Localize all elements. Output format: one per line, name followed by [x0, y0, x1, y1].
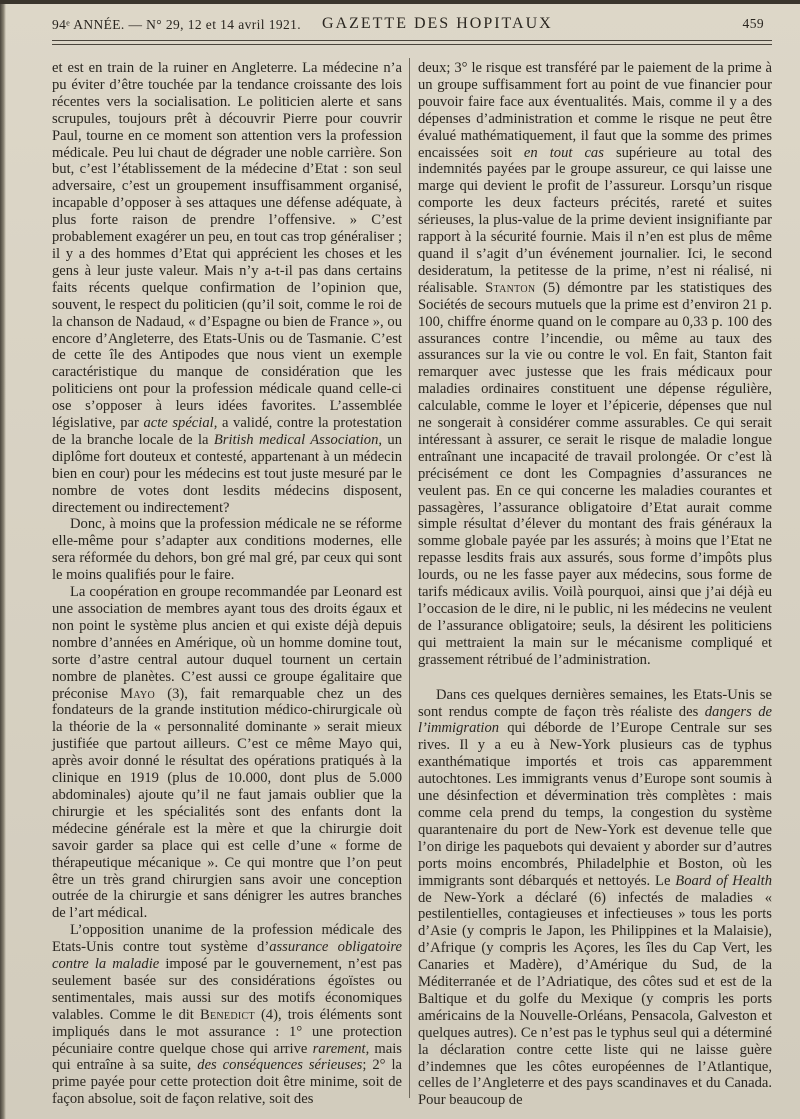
text-run: de New-York a déclaré (6) infectés de maladies « pestilentielles, contagieuses et infectieuses » tous les ports d’Asie (y compris le Japon, les Philippines et la Malaisie), d’Afrique (y compris les Açores, les îles du Cap Vert, les Canaries et Madère), d’Amérique du Sud, de la Méditerranée et de l’Adriatique, des côtes sud et est de la Baltique et du golfe du Mexique (y compris les ports américains de la Nouvelle-Orléans, Pensacola, Galveston et quelques autres). Ce n’est pas le typhus seul qui a déterminé la déclaration contre cette liste qui ne laisse guère d’indemnes que les côtes européennes de l’Atlantique, celles de l’Angleterre et des pays scandinaves et du Canada. Pour beaucoup de [418, 889, 772, 1109]
italic-run: acte spécial [143, 415, 214, 432]
text-run: qui déborde de l’Europe Centrale sur ses rives. Il y a eu à New-York plusieurs cas de typhus exanthématique importés et trois cas apparemment autochtones. Les immigrants venus d’Europe sont soumis à une désinfection et dévermination très complètes : mais comme cela prend du temps, la congestion du système quarantenaire du port de New-York est devenue telle que l’on dirige les paquebots qui devaient y aborder sur d’autres ports moins encombrés, Philadelphie et Boston, où les immigrants sont débarqués et nettoyés. Le [418, 720, 772, 889]
header-rule [52, 40, 772, 45]
italic-run: Board of Health [675, 872, 772, 889]
text-run: (5) démontre par les statistiques des Sociétés de secours mutuels que la prime est d’environ 21 p. 100, chiffre énorme quand on le compare au 0,33 p. 100 des assurances contre l’incendie, ou même au taux des assurances sur la vie ou contre le vol. En fait, Stanton fait remarquer avec justesse que les frais médicaux pour maladies ordinaires constituent une dépense régulière, calculable, comme le loyer et l’épicerie, dépenses que nul ne songerait à considérer comme assurables. Ce qui serait intéressant à assurer, ce serait le risque de maladie longue entraînant une incapacité de travail prolongée. Or c’est là précisément ce dont les Compagnies d’assurances ne veulent pas. En ce qui concerne les maladies courantes et passagères, l’assurance obligatoire d’Etat aurait comme simple résultat d’élever du montant des frais généraux la somme globale payée par les assurés; à moins que l’Etat ne repasse lesdits frais aux assurés, sous forme d’impôts plus lourds, ou ne les fasse payer aux médecins, sous forme de tarifs médicaux avilis. Voilà pourquoi, ainsi que j’ai déjà eu l’occasion de le dire, ni le public, ni les médecins ne veulent de l’assurance obligatoire; seuls, la désirent les politiciens qui mettraient la main sur le mécanisme compliqué et grassement rétribué de l’administration. [418, 279, 772, 668]
running-head [52, 14, 764, 36]
paragraph [418, 687, 772, 1110]
text-run: (3), fait remarquable chez un des fondateurs de la grande institution médico-chirurgicale où la théorie de la « personnalité dominante » serait mieux justifiée que partout ailleurs. C’est ce même Mayo qui, après avoir donné le résultat des opérations pratiqués à la clinique en 1919 (plus de 10.000, dont plus de 5.000 abdominales) ajoute qu’il ne faut jamais oublier que la chirurgie et les spécialités sont des enfants dont la médecine générale est la mère et que la chirurgie doit savoir garder sa place qui est celle d’une « forme de thérapeutique mécanique ». Ce qui montre que l’on peut être un très grand chirurgien sans avoir une conception outrée de la chirurgie et sans dénigrer les autres branches de l’art médical. [52, 685, 402, 922]
text-run: (4), trois éléments sont impliqués dans le mot assurance : 1° une protection pécuniaire contre quelque chose qui arrive [52, 1006, 402, 1057]
author-name: Stanton [485, 279, 536, 296]
text-run: imposé par le gouvernement, n’est pas seulement basée sur des considérations égoïstes ou sentimentales, mais aussi sur des motifs économiques valables. Comme le dit [52, 956, 402, 1023]
text-run: La coopération en groupe recommandée par Leonard est une association de membres ayant tous des droits égaux et non point le système plus ancien et qui existe déjà depuis nombre d’années en Amérique, où un homme domine tout, sorte d’astre central autour duquel tournent un certain nombre de planètes. C’est aussi ce groupe égalitaire que préconise [52, 584, 402, 702]
paragraph [418, 60, 772, 669]
page-number: 459 [742, 16, 764, 31]
text-run: supérieure au total des indemnités payées par le groupe assureur, ce qui laisse une marge qui devient le profit de l’assureur. Lorsqu’un risque comporte les deux facteurs précités, rareté et suites sérieuses, la plus-value de la prime devient insignifiante par rapport à la sécurité fournie. Mais il n’en est plus de même quand il s’agit d’un événement journalier. Ici, le second desideratum, la petitesse de la prime, n’est ni réalisé, ni réalisable. [418, 144, 772, 296]
text-run: un diplôme fort douteux et contesté, appartenant à un médecin bien en cour) pour les médecins est tout juste mesuré par le nombre de votes dont lesdits médecins disposent, directement ou indirectement? [52, 431, 402, 516]
text-run: Dans ces quelques dernières semaines, les Etats-Unis se sont rendus compte de façon très réaliste des [418, 686, 772, 720]
text-run: et est en train de la ruiner en Angleterre. La médecine n’a pu éviter d’être touchée par la tendance croissante des lois récentes vers la socialisation. Le politicien alerte et sans scrupules, toujours prêt à découvrir Pierre pour couvrir Paul, tourne en ce moment son attention vers la profession médicale. Peu lui chaut de dégrader une noble carrière. Son but, c’est l’établissement de la médecine d’Etat : son seul adversaire, c’est un groupement insuffisamment organisé, incapable d’opposer à ses attaques une défense adéquate, à plus forte raison de prendre l’offensive. » C’est probablement exagérer un peu, en tout cas trop généraliser ; il y a des hommes d’Etat qui apprécient les choses et les gens à leur juste valeur. Mais n’y a-t-il pas dans certains faits récents quelque confirmation de l’opinion que, souvent, le respect du politicien (qu’il soit, comme le roi de la chanson de Nadaud, « d’Espagne ou bien de France », ou encore d’Angleterre, des Etats-Unis ou de Tasmanie. C’est de cette île des Antipodes que nous vient un exemple caractéristique du manque de considération que les politiciens ont pour la profession médicale quand celle-ci ose s’opposer à leurs idées favorites. L’assemblée législative, par [52, 60, 402, 432]
italic-run: en tout cas [523, 144, 604, 161]
journal-title: GAZETTE DES HOPITAUX [322, 15, 553, 32]
column-divider [409, 58, 410, 1098]
paragraph [52, 60, 402, 516]
paragraph [52, 584, 402, 922]
text-run: , a validé, contre la protestation de la branche locale de la [52, 415, 402, 448]
paragraph [52, 922, 402, 1108]
text-run: Donc, à moins que la profession médicale ne se réforme elle-même pour s’adapter aux conditions modernes, elle sera réformée du dehors, bon gré mal gré, par ceux qui sont le moins qualifiés pour le faire. [52, 516, 402, 584]
right-column [418, 60, 772, 1109]
text-run: deux; 3° le risque est transféré par le paiement de la prime à un groupe suffisamment fort au point de vue financier pour pouvoir faire face aux éventualités. Mais, comme il y a des dépenses d’administration et comme le risque ne peut être évalué mathématiquement, il faut que la somme des primes encaissées soit [418, 60, 772, 161]
italic-run: assurance obligatoire contre la maladie [52, 939, 402, 973]
issue-line: 94ᵉ ANNÉE. — N° 29, 12 et 14 avril 1921. [52, 17, 302, 32]
text-run: ; 2° la prime payée pour cette protection doit être minime, soit de façon absolue, soit de façon relative, soit des [52, 1057, 402, 1108]
left-column [52, 60, 402, 1108]
text-run: , mais qui entraîne à sa suite, [52, 1040, 402, 1074]
italic-run: British medical Association, [213, 431, 383, 448]
italic-run: rarement [312, 1040, 366, 1057]
paragraph [52, 516, 402, 584]
italic-run: des conséquences sérieuses [197, 1057, 363, 1074]
text-run: L’opposition unanime de la profession médicale des Etats-Unis contre tout système d’ [52, 922, 402, 956]
italic-run: dangers de l’immigration [418, 703, 772, 737]
author-name: Benedict [199, 1006, 255, 1023]
author-name: Mayo [120, 685, 156, 702]
